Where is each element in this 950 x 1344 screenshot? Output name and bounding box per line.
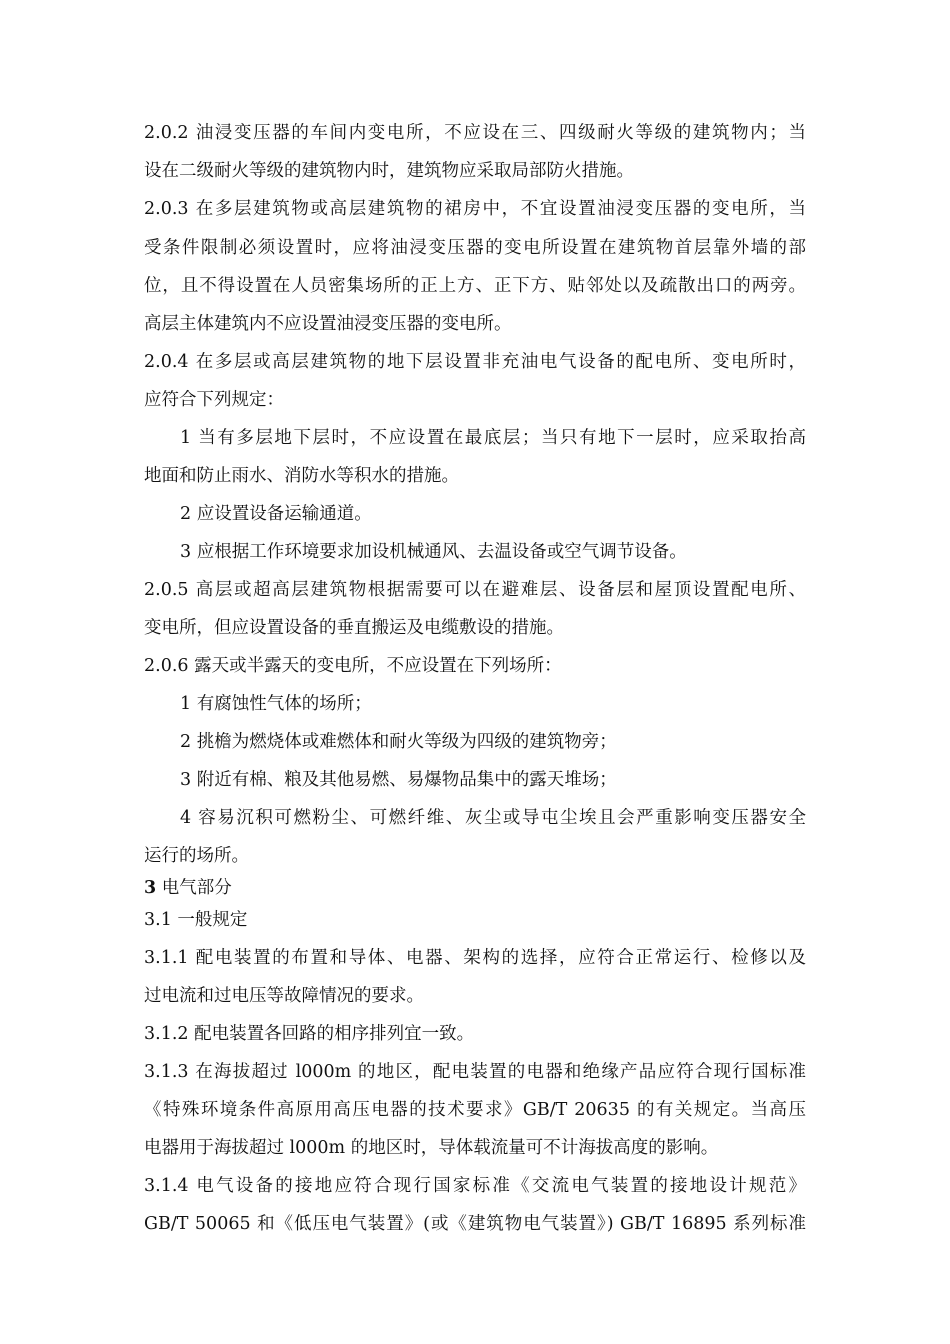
text-line: GB/T 50065 和《低压电气装置》(或《建筑物电气装置》) GB/T 16895 系列标准 — [144, 1214, 806, 1234]
subsection-heading: 3.1 一般规定 — [144, 910, 248, 930]
text-line: 2.0.2 油浸变压器的车间内变电所，不应设在三、四级耐火等级的建筑物内；当 — [144, 123, 806, 143]
list-item: 2 挑檐为燃烧体或难燃体和耐火等级为四级的建筑物旁； — [180, 732, 617, 752]
section-number: 3 — [144, 878, 157, 898]
text-line: 高层主体建筑内不应设置油浸变压器的变电所。 — [144, 314, 512, 334]
text-line: 运行的场所。 — [144, 846, 249, 866]
list-item: 4 容易沉积可燃粉尘、可燃纤维、灰尘或导屯尘埃且会严重影响变压器安全 — [180, 808, 806, 828]
text-line: 3.1.2 配电装置各回路的相序排列宜一致。 — [144, 1024, 475, 1044]
text-line: 2.0.4 在多层或高层建筑物的地下层设置非充油电气设备的配电所、变电所时， — [144, 352, 806, 372]
list-item: 1 当有多层地下层时，不应设置在最底层；当只有地下一层时，应采取抬高 — [180, 428, 806, 448]
list-item: 2 应设置设备运输通道。 — [180, 504, 372, 524]
text-line: 变电所，但应设置设备的垂直搬运及电缆敷设的措施。 — [144, 618, 564, 638]
text-line: 3.1.3 在海拔超过 l000m 的地区，配电装置的电器和绝缘产品应符合现行国标准 — [144, 1062, 806, 1082]
text-line: 过电流和过电压等故障情况的要求。 — [144, 986, 424, 1006]
text-line: 2.0.5 高层或超高层建筑物根据需要可以在避难层、设备层和屋顶设置配电所、 — [144, 580, 806, 600]
text-line: 设在二级耐火等级的建筑物内时，建筑物应采取局部防火措施。 — [144, 161, 634, 181]
text-line: 应符合下列规定： — [144, 390, 284, 410]
text-line: 2.0.3 在多层建筑物或高层建筑物的裙房中，不宜设置油浸变压器的变电所，当 — [144, 199, 806, 219]
text-line: 受条件限制必须设置时，应将油浸变压器的变电所设置在建筑物首层靠外墙的部 — [144, 238, 806, 258]
list-item: 3 附近有棉、粮及其他易燃、易爆物品集中的露天堆场； — [180, 770, 617, 790]
text-line: 电器用于海拔超过 l000m 的地区时，导体载流量可不计海拔高度的影响。 — [144, 1138, 719, 1158]
text-line: 3.1.4 电气设备的接地应符合现行国家标准《交流电气装置的接地设计规范》 — [144, 1176, 806, 1196]
list-item: 1 有腐蚀性气体的场所； — [180, 694, 372, 714]
section-title: 电气部分 — [156, 878, 232, 898]
list-item: 3 应根据工作环境要求加设机械通风、去温设备或空气调节设备。 — [180, 542, 687, 562]
text-line: 《特殊环境条件高原用高压电器的技术要求》GB/T 20635 的有关规定。当高压 — [144, 1100, 806, 1120]
text-line: 3.1.1 配电装置的布置和导体、电器、架构的选择，应符合正常运行、检修以及 — [144, 948, 806, 968]
section-heading — [144, 876, 232, 900]
text-line: 位，且不得设置在人员密集场所的正上方、正下方、贴邻处以及疏散出口的两旁。 — [144, 276, 806, 296]
text-line: 2.0.6 露天或半露天的变电所，不应设置在下列场所： — [144, 656, 562, 676]
text-line: 地面和防止雨水、消防水等积水的措施。 — [144, 466, 459, 486]
